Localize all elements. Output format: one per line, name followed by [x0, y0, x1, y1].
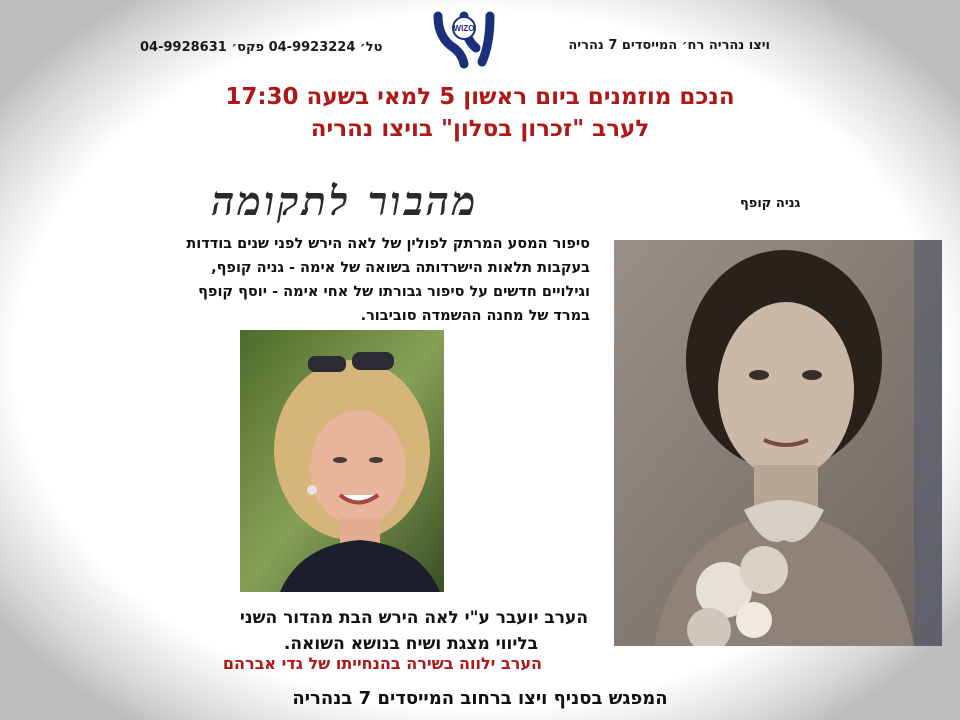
footer-location: המפגש בסניף ויצו ברחוב המייסדים 7 בנהריה — [292, 688, 668, 709]
wizo-logo — [424, 4, 504, 70]
header-address: ויצו נהריה רח׳ המייסדים 7 נהריה — [568, 38, 770, 53]
description-line: במרד של מחנה ההשמדה סוביבור. — [360, 308, 590, 324]
logo-text: WIZO — [453, 24, 475, 33]
description-line: סיפור המסע המרתק לפולין של לאה הירש לפני שנים בודדות — [186, 236, 590, 252]
portrait-photo-lea — [240, 330, 444, 592]
footer-presentation: בליווי מצגת ושיח בנושא השואה. — [283, 634, 538, 654]
event-description — [90, 232, 590, 328]
invitation-line-1: הנכם מוזמנים ביום ראשון 5 למאי בשעה 17:30 — [225, 84, 735, 110]
footer-singing: הערב ילווה בשירה בהנחייתו של גדי אברהם — [222, 654, 542, 673]
invitation-line-2: לערב "זכרון בסלון" בויצו נהריה — [310, 116, 650, 142]
header-phones: טל׳ 04-9923224 פקס׳ 04-9928631 — [140, 40, 383, 55]
footer-presenter: הערב יועבר ע"י לאה הירש הבת מהדור השני — [239, 608, 588, 628]
wizo-logo-graphic — [424, 4, 504, 70]
description-line: בעקבות תלאות הישרדותה בשואה של אימה - גניה קופף, — [211, 260, 590, 276]
event-title: מהבור לתקומה — [211, 178, 479, 225]
photo-caption: גניה קופף — [740, 196, 801, 211]
description-line: וגילויים חדשים על סיפור גבורתו של אחי אימה - יוסף קופף — [198, 284, 590, 300]
portrait-photo-genia — [614, 240, 942, 646]
